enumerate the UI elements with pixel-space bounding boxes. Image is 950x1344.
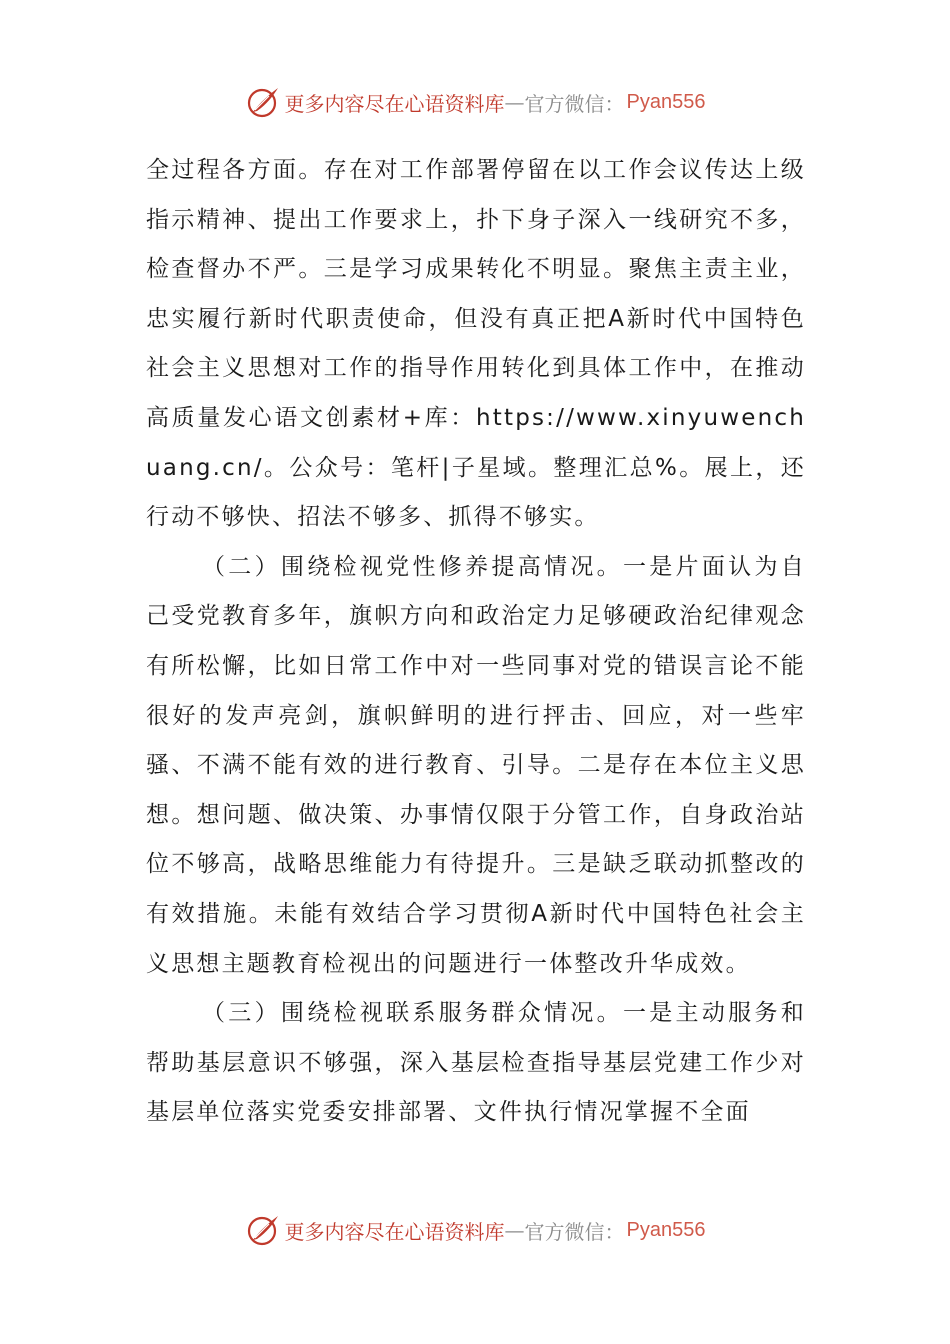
document-body bbox=[146, 146, 806, 1138]
paragraph-1: 全过程各方面。存在对工作部署停留在以工作会议传达上级指示精神、提出工作要求上，扑下身子深入一线研究不多，检查督办不严。三是学习成果转化不明显。聚焦主责主业，忠实履行新时代职责使命，但没有真正把A新时代中国特色社会主义思想对工作的指导作用转化到具体工作中，在推动高质量发心语文创素材+库：https://www.xinyuwenchuang.cn/。公众号：笔杆|子星域。整理汇总%。展上，还行动不够快、招法不够多、抓得不够实。 bbox=[146, 157, 806, 531]
banner-title: 更多内容尽在心语资料库 bbox=[284, 1219, 505, 1244]
banner-title: 更多内容尽在心语资料库 bbox=[284, 91, 505, 116]
paragraph-2: （二）围绕检视党性修养提高情况。一是片面认为自己受党教育多年，旗帜方向和政治定力足够硬政治纪律观念有所松懈，比如日常工作中对一些同事对党的错误言论不能很好的发声亮剑，旗帜鲜明的进行抨击、回应，对一些牢骚、不满不能有效的进行教育、引导。二是存在本位主义思想。想问题、做决策、办事情仅限于分管工作，自身政治站位不够高，战略思维能力有待提升。三是缺乏联动抓整改的有效措施。未能有效结合学习贯彻A新时代中国特色社会主义思想主题教育检视出的问题进行一体整改升华成效。 bbox=[146, 553, 806, 977]
paragraph-3: （三）围绕检视联系服务群众情况。一是主动服务和帮助基层意识不够强，深入基层检查指导基层党建工作少对基层单位落实党委安排部署、文件执行情况掌握不全面 bbox=[146, 1000, 806, 1126]
quill-logo-icon bbox=[245, 84, 281, 120]
banner-dash: — bbox=[504, 90, 525, 114]
banner-wechat-label: 官方微信： bbox=[524, 91, 625, 116]
banner-wechat-label: 官方微信： bbox=[524, 1219, 625, 1244]
banner-wechat-id: Pyan556 bbox=[626, 90, 706, 113]
footer-banner bbox=[0, 1210, 950, 1250]
header-banner bbox=[0, 82, 950, 122]
banner-dash: — bbox=[504, 1218, 525, 1242]
quill-logo-icon bbox=[245, 1212, 281, 1248]
banner-wechat-id: Pyan556 bbox=[626, 1218, 706, 1241]
